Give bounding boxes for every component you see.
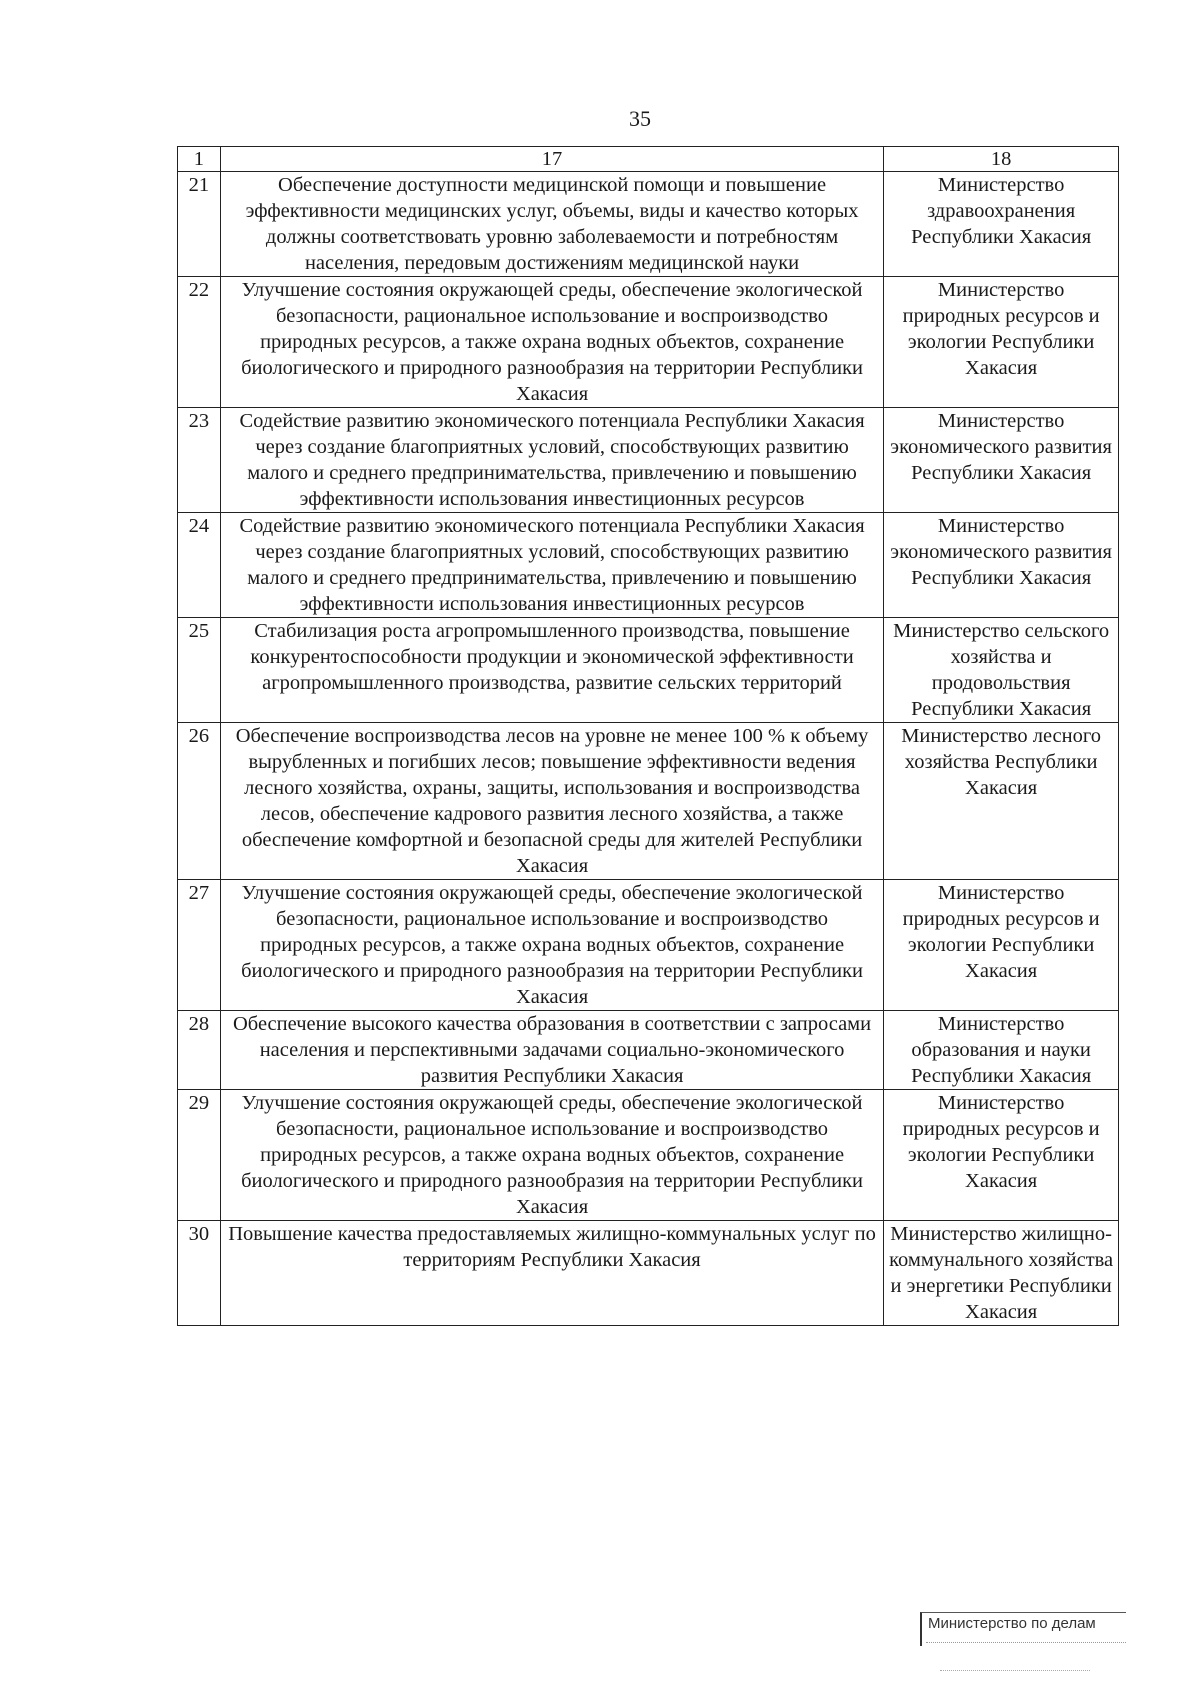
row-number: 22 xyxy=(178,277,221,408)
table-row xyxy=(178,513,1119,618)
responsible-ministry: Министерство жилищно-коммунального хозяйства и энергетики Республики Хакасия xyxy=(884,1221,1119,1326)
table-row xyxy=(178,1221,1119,1326)
row-number: 21 xyxy=(178,172,221,277)
header-cell-1: 1 xyxy=(178,147,221,172)
table-row xyxy=(178,277,1119,408)
goal-description: Содействие развитию экономического потенциала Республики Хакасия через создание благоприятных условий, способствующих развитию малого и среднего предпринимательства, привлечению и повышению эффективности использования инвестиционных ресурсов xyxy=(220,513,883,618)
row-number: 23 xyxy=(178,408,221,513)
stamp-text: Министерство по делам xyxy=(928,1615,1096,1632)
table-header-row xyxy=(178,147,1119,172)
goal-description: Содействие развитию экономического потенциала Республики Хакасия через создание благоприятных условий, способствующих развитию малого и среднего предпринимательства, привлечению и повышению эффективности использования инвестиционных ресурсов xyxy=(220,408,883,513)
goal-description: Обеспечение воспроизводства лесов на уровне не менее 100 % к объему вырубленных и погибших лесов; повышение эффективности ведения лесного хозяйства, охраны, защиты, использования и воспроизводства лесов, обеспечение кадрового развития лесного хозяйства, а также обеспечение комфортной и безопасной среды для жителей Республики Хакасия xyxy=(220,723,883,880)
table-row xyxy=(178,618,1119,723)
table-row xyxy=(178,880,1119,1011)
header-cell-18: 18 xyxy=(884,147,1119,172)
row-number: 27 xyxy=(178,880,221,1011)
table-row xyxy=(178,408,1119,513)
responsible-ministry: Министерство экономического развития Республики Хакасия xyxy=(884,513,1119,618)
responsible-ministry: Министерство образования и науки Республики Хакасия xyxy=(884,1011,1119,1090)
responsible-ministry: Министерство природных ресурсов и экологии Республики Хакасия xyxy=(884,1090,1119,1221)
responsible-ministry: Министерство природных ресурсов и экологии Республики Хакасия xyxy=(884,277,1119,408)
responsibility-table xyxy=(177,146,1119,1326)
table-row xyxy=(178,1090,1119,1221)
table-row xyxy=(178,172,1119,277)
stamp-faded-line xyxy=(926,1636,1126,1643)
row-number: 29 xyxy=(178,1090,221,1221)
responsible-ministry: Министерство лесного хозяйства Республики Хакасия xyxy=(884,723,1119,880)
row-number: 26 xyxy=(178,723,221,880)
header-cell-17: 17 xyxy=(220,147,883,172)
responsible-ministry: Министерство природных ресурсов и экологии Республики Хакасия xyxy=(884,880,1119,1011)
goal-description: Повышение качества предоставляемых жилищно-коммунальных услуг по территориям Республики Хакасия xyxy=(220,1221,883,1326)
row-number: 24 xyxy=(178,513,221,618)
row-number: 25 xyxy=(178,618,221,723)
row-number: 30 xyxy=(178,1221,221,1326)
goal-description: Стабилизация роста агропромышленного производства, повышение конкурентоспособности продукции и экономической эффективности агропромышленного производства, развитие сельских территорий xyxy=(220,618,883,723)
goal-description: Улучшение состояния окружающей среды, обеспечение экологической безопасности, рациональное использование и воспроизводство природных ресурсов, а также охрана водных объектов, сохранение биологического и природного разнообразия на территории Республики Хакасия xyxy=(220,880,883,1011)
page-number: 35 xyxy=(629,106,651,131)
goal-description: Улучшение состояния окружающей среды, обеспечение экологической безопасности, рациональное использование и воспроизводство природных ресурсов, а также охрана водных объектов, сохранение биологического и природного разнообразия на территории Республики Хакасия xyxy=(220,277,883,408)
responsible-ministry: Министерство экономического развития Республики Хакасия xyxy=(884,408,1119,513)
table-row xyxy=(178,723,1119,880)
row-number: 28 xyxy=(178,1011,221,1090)
responsible-ministry: Министерство здравоохранения Республики Хакасия xyxy=(884,172,1119,277)
stamp-faded-line xyxy=(940,1668,1090,1671)
goal-description: Улучшение состояния окружающей среды, обеспечение экологической безопасности, рациональное использование и воспроизводство природных ресурсов, а также охрана водных объектов, сохранение биологического и природного разнообразия на территории Республики Хакасия xyxy=(220,1090,883,1221)
table-row xyxy=(178,1011,1119,1090)
goal-description: Обеспечение высокого качества образования в соответствии с запросами населения и перспективными задачами социально-экономического развития Республики Хакасия xyxy=(220,1011,883,1090)
goal-description: Обеспечение доступности медицинской помощи и повышение эффективности медицинских услуг, объемы, виды и качество которых должны соответствовать уровню заболеваемости и потребностям населения, передовым достижениям медицинской науки xyxy=(220,172,883,277)
responsible-ministry: Министерство сельского хозяйства и продовольствия Республики Хакасия xyxy=(884,618,1119,723)
